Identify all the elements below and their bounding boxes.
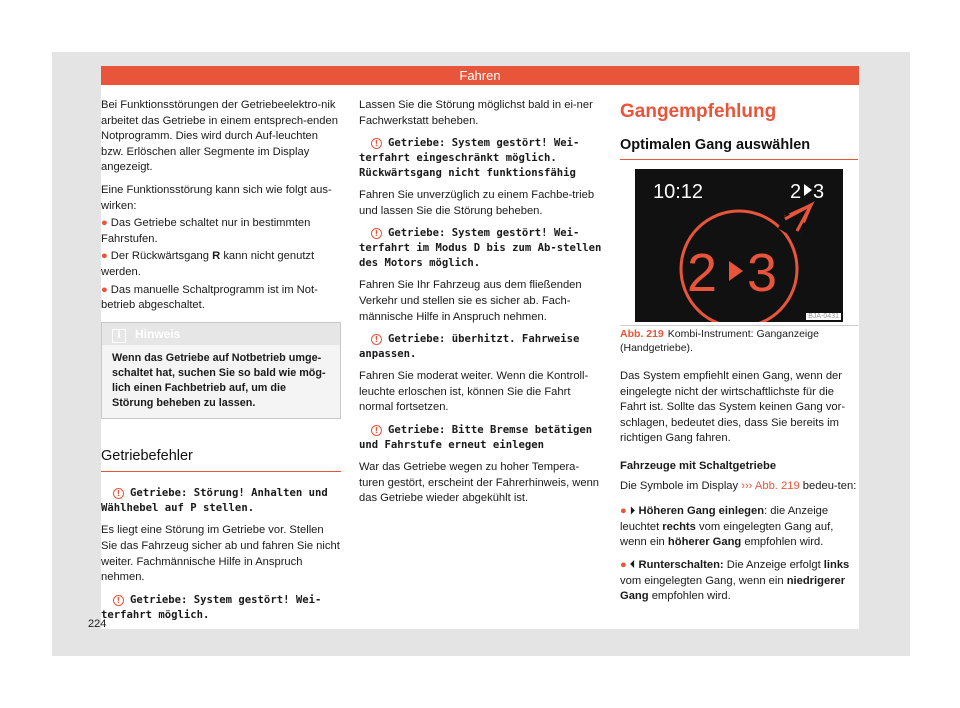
section-title-main: Gangempfehlung [620, 101, 777, 122]
column-left [101, 98, 341, 630]
info-icon: i [112, 329, 126, 343]
list-item: ● Das manuelle Schaltprogramm ist im Not-betrieb abgeschaltet. [101, 283, 318, 312]
gear-display-graphic [635, 169, 843, 322]
warning-message: ! Getriebe: Störung! Anhalten und Wählhebel auf P stellen. [101, 487, 328, 515]
paragraph: Lassen Sie die Störung möglichst bald in ei-ner Fachwerkstatt beheben. [359, 99, 593, 127]
list-item: ● ⏵ Höheren Gang einlegen: die Anzeige leuchtet rechts vom eingelegten Gang auf, wenn ein höherer Gang empfohlen wird. [620, 505, 834, 549]
warning-icon: ! [113, 595, 124, 606]
warning-message: ! Getriebe: Bitte Bremse betätigen und Fahrstufe erneut einlegen [359, 423, 593, 451]
warning-icon: ! [371, 138, 382, 149]
figure-code: BJA-0431 [808, 313, 839, 320]
paragraph: War das Getriebe wegen zu hoher Tempera-turen gestört, erscheint der Fahrerhinweis, wenn das Getriebe wieder abgekühlt ist. [359, 460, 600, 505]
subheading: Fahrzeuge mit Schaltgetriebe [620, 459, 777, 472]
paragraph: Fahren Sie unverzüglich zu einem Fachbe-trieb und lassen Sie die Störung beheben. [359, 189, 595, 217]
display-gear-from-large: 2 [687, 243, 718, 303]
note-header: i Hinweis [102, 323, 340, 345]
column-right [620, 369, 860, 612]
paragraph: Das System empfiehlt einen Gang, wenn der eingelegte nicht der wirtschaftlichste für die Fahrt ist. Sollte das System keinen Gang vor-schlagen, bedeutet dies, dass Sie bereits im richtigen Gang fahren. [620, 370, 846, 445]
bullet-icon: ● [101, 217, 108, 230]
display-gear-to-large: 3 [747, 243, 778, 303]
paragraph: Fahren Sie moderat weiter. Wenn die Kontroll-leuchte erloschen ist, können Sie die Fahrt normal fortsetzen. [359, 370, 589, 414]
figure-caption: Abb. 219 Kombi-Instrument: Ganganzeige (Handgetriebe). [620, 325, 858, 355]
display-gear-from-small: 2 [790, 181, 802, 203]
warning-message: ! Getriebe: System gestört! Wei-terfahrt eingeschränkt möglich. Rückwärtsgang nicht funktionsfähig [359, 137, 580, 180]
paragraph: Die Symbole im Display ››› Abb. 219 bedeu-ten: [620, 479, 857, 492]
arrow-left-icon: ⏴ [629, 558, 636, 571]
chapter-header: Fahren [101, 66, 859, 85]
display-gear-to-small: 3 [813, 181, 825, 203]
note-box [101, 322, 341, 419]
section-subtitle: Optimalen Gang auswählen [620, 137, 858, 160]
warning-icon: ! [371, 228, 382, 239]
figure-gear-display [620, 169, 858, 358]
bullet-icon: ● [620, 558, 627, 571]
paragraph: Eine Funktionsstörung kann sich wie folgt aus-wirken: [101, 183, 332, 212]
paragraph: Bei Funktionsstörungen der Getriebeelektro-nik arbeitet das Getriebe in einem entsprech-enden Notprogramm. Dies wird durch Auf-leuchten bzw. Erlöschen aller Segmente im Display angezeigt. [101, 99, 338, 174]
warning-message: ! Getriebe: System gestört! Wei-terfahrt möglich. [101, 593, 322, 621]
paragraph: Es liegt eine Störung im Getriebe vor. Stellen Sie das Fahrzeug sicher ab und fahren Sie nicht weiter. Fachmännische Hilfe in Anspruch nehmen. [101, 524, 340, 584]
figure-reference-link[interactable]: ››› Abb. 219 [741, 479, 800, 492]
warning-message: ! Getriebe: überhitzt. Fahrweise anpassen. [359, 333, 580, 361]
paragraph: Fahren Sie Ihr Fahrzeug aus dem fließenden Verkehr und stellen sie es sicher ab. Fach-männische Hilfe in Anspruch nehmen. [359, 279, 582, 323]
bullet-icon: ● [101, 250, 108, 263]
instrument-display-image [635, 169, 843, 322]
arrow-right-icon: ⏵ [629, 505, 636, 518]
warning-icon: ! [371, 425, 382, 436]
column-middle [359, 98, 603, 514]
warning-message: ! Getriebe: System gestört! Wei-terfahrt im Modus D bis zum Ab-stellen des Motors möglich. [359, 227, 602, 270]
bullet-icon: ● [620, 505, 627, 518]
warning-icon: ! [371, 334, 382, 345]
note-text: Wenn das Getriebe auf Notbetrieb umge-schaltet hat, suchen Sie so bald wie mög-lich einen Fachbetrieb auf, um die Störung beheben zu lassen. [102, 345, 340, 418]
page-number: 224 [88, 618, 107, 630]
bullet-icon: ● [101, 283, 108, 296]
list-item: ● Der Rückwärtsgang R kann nicht genutzt werden. [101, 250, 315, 278]
display-time: 10:12 [653, 181, 704, 203]
list-item: ● ⏴ Runterschalten: Die Anzeige erfolgt links vom eingelegten Gang, wenn ein niedrigerer Gang empfohlen wird. [620, 558, 850, 603]
warning-icon: ! [113, 488, 124, 499]
section-title: Getriebefehler [101, 449, 341, 473]
list-item: ● Das Getriebe schaltet nur in bestimmten Fahrstufen. [101, 217, 311, 245]
